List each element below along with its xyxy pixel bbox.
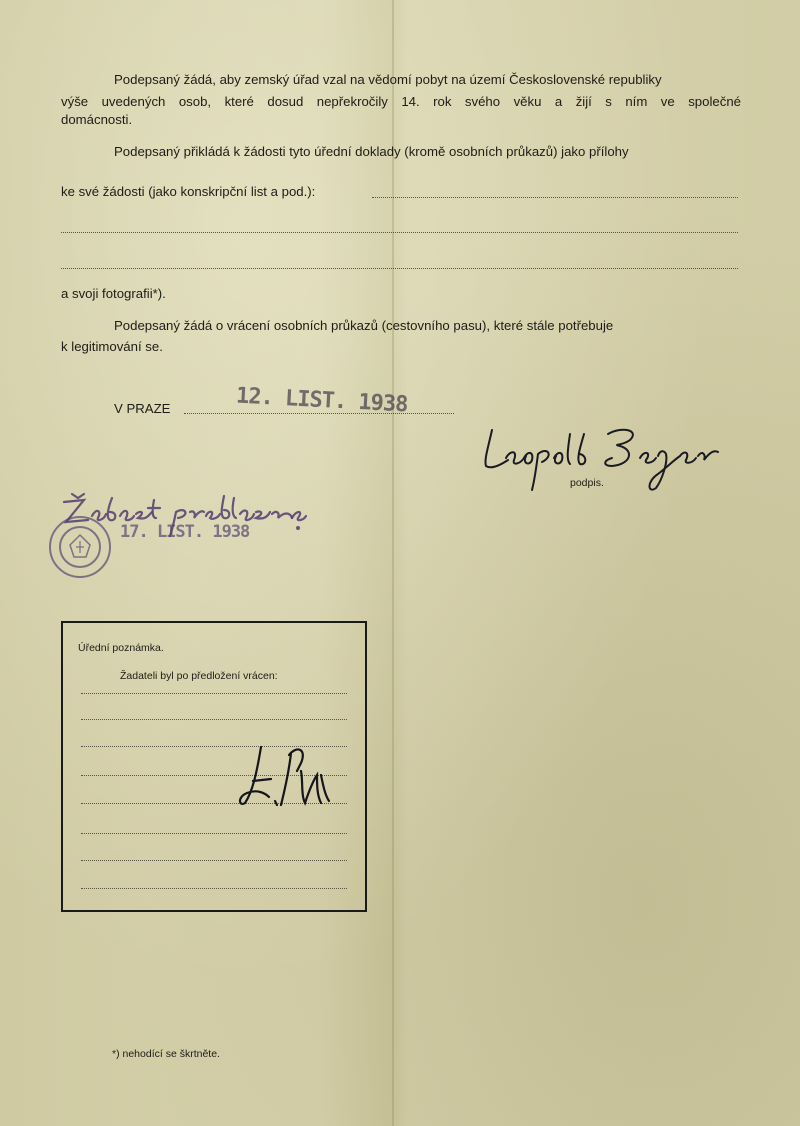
note-line-2 <box>81 719 347 720</box>
paragraph3-line1: Podepsaný žádá o vrácení osobních průkazů (cestovního pasu), které stále potřebuje <box>114 318 614 333</box>
paragraph1-line3: domácnosti. <box>61 112 133 127</box>
received-date-stamp: 17. LIST. 1938 <box>120 522 250 542</box>
paragraph2-line1: Podepsaný přikládá k žádosti tyto úřední doklady (kromě osobních průkazů) jako přílohy <box>114 144 629 159</box>
signature-label: podpis. <box>570 477 604 489</box>
official-note-title: Úřední poznámka. <box>78 642 164 654</box>
note-line-6 <box>81 833 347 834</box>
official-note-box <box>61 621 367 912</box>
paragraph3-line2: k legitimování se. <box>61 339 163 354</box>
official-initials-signature <box>231 741 341 821</box>
place-label: V PRAZE <box>114 401 171 416</box>
paragraph2-line2: ke své žádosti (jako konskripční list a pod.): <box>61 184 316 199</box>
handwritten-submitted-note <box>58 488 308 538</box>
attachments-line-3 <box>61 268 738 269</box>
paragraph1-line1: Podepsaný žádá, aby zemský úřad vzal na vědomí pobyt na území Československé republiky <box>114 72 662 87</box>
footnote: *) nehodící se škrtněte. <box>112 1048 220 1060</box>
paragraph1-line2: výše uvedených osob, které dosud nepřekročily 14. rok svého věku a žijí s ním ve společné <box>61 94 741 109</box>
attachments-line-1 <box>372 197 738 198</box>
official-note-line: Žadateli byl po předložení vrácen: <box>120 670 278 682</box>
photo-line: a svoji fotografii*). <box>61 286 166 301</box>
date-stamp: 12. LIST. 1938 <box>235 383 408 418</box>
attachments-line-2 <box>61 232 738 233</box>
note-line-1 <box>81 693 347 694</box>
note-line-7 <box>81 860 347 861</box>
note-line-8 <box>81 888 347 889</box>
paper-fold <box>392 0 394 1126</box>
place-date-line <box>184 413 454 414</box>
